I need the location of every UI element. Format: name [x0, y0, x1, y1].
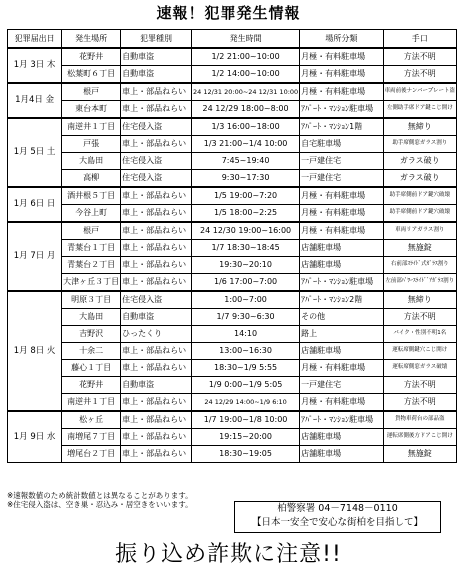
time-cell: 13:00~16:30 — [191, 343, 299, 360]
table-row — [8, 153, 457, 170]
table-row — [8, 257, 457, 274]
place-type-cell: 月極・有料駐車場 — [300, 360, 383, 377]
location-cell: 十余二 — [62, 343, 121, 360]
police-phone: 04－7148－0110 — [318, 503, 398, 514]
method-cell: 運転席側窓ガラス破壊 — [383, 360, 456, 377]
place-type-cell: 月極・有料駐車場 — [300, 48, 383, 66]
place-type-cell: ｱﾊﾟｰﾄ・ﾏﾝｼｮﾝ2階 — [300, 291, 383, 309]
table-row — [8, 377, 457, 394]
location-cell: 南逆井１丁目 — [62, 394, 121, 412]
crime-type-cell: 住宅侵入盗 — [121, 170, 192, 188]
table-row — [8, 309, 457, 326]
time-cell: 1/7 18:30~18:45 — [191, 240, 299, 257]
police-info — [235, 502, 440, 516]
crime-type-cell: ひったくり — [121, 326, 192, 343]
table-row — [8, 291, 457, 309]
crime-type-cell: 車上・部品ねらい — [121, 83, 192, 101]
crime-type-cell: 車上・部品ねらい — [121, 429, 192, 446]
place-type-cell: ｱﾊﾟｰﾄ・ﾏﾝｼｮﾝ駐車場 — [300, 101, 383, 119]
table-row — [8, 394, 457, 412]
location-cell: 大島田 — [62, 153, 121, 170]
method-cell: 車両前後ナンバープレート盗 — [383, 83, 456, 101]
place-type-cell: 月極・有料駐車場 — [300, 205, 383, 223]
crime-type-cell: 車上・部品ねらい — [121, 274, 192, 292]
location-cell: 酒井根５丁目 — [62, 187, 121, 205]
location-cell: 南逆井１丁目 — [62, 118, 121, 136]
time-cell: 24 12/31 20:00~24 12/31 10:00 — [191, 83, 299, 101]
table-row — [8, 136, 457, 153]
method-cell: 無施錠 — [383, 240, 456, 257]
report-date: 1月 3日 木 — [8, 48, 62, 83]
table-row — [8, 48, 457, 66]
time-cell: 1/7 9:30~6:30 — [191, 309, 299, 326]
page-title: 速報！犯罪発生情報 — [156, 4, 301, 22]
location-cell: 戸張 — [62, 136, 121, 153]
time-cell: 1/5 19:00~7:20 — [191, 187, 299, 205]
place-type-cell: 店舗駐車場 — [300, 240, 383, 257]
crime-type-cell: 車上・部品ねらい — [121, 446, 192, 463]
police-contact-box — [234, 501, 441, 533]
time-cell: 9:30~17:30 — [191, 170, 299, 188]
footnotes — [7, 491, 193, 509]
crime-type-cell: 住宅侵入盗 — [121, 153, 192, 170]
scam-warning: 振り込め詐欺に注意!! — [115, 542, 342, 567]
method-cell: ガラス破り — [383, 153, 456, 170]
header-place-type: 場所分類 — [300, 30, 383, 49]
table-row — [8, 274, 457, 292]
place-type-cell: 店舗駐車場 — [300, 343, 383, 360]
method-cell: ガラス破り — [383, 170, 456, 188]
place-type-cell: ｱﾊﾟｰﾄ・ﾏﾝｼｮﾝ1階 — [300, 118, 383, 136]
table-row — [8, 343, 457, 360]
crime-type-cell: 車上・部品ねらい — [121, 411, 192, 429]
place-type-cell: 一戸建住宅 — [300, 170, 383, 188]
table-row — [8, 360, 457, 377]
table-header-row — [8, 30, 457, 49]
time-cell: 19:15~20:00 — [191, 429, 299, 446]
time-cell: 1/2 21:00~10:00 — [191, 48, 299, 66]
method-cell: 右前部ｽﾗｲﾄﾞ式ｶﾞﾗｽ割り — [383, 257, 456, 274]
method-cell: 方法不明 — [383, 48, 456, 66]
report-date: 1月 9日 水 — [8, 411, 62, 463]
location-cell: 根戸 — [62, 222, 121, 240]
crime-type-cell: 車上・部品ねらい — [121, 240, 192, 257]
location-cell: 青葉台２丁目 — [62, 257, 121, 274]
location-cell: 南増尾７丁目 — [62, 429, 121, 446]
time-cell: 18:30~19:05 — [191, 446, 299, 463]
report-date: 1月4日 金 — [8, 83, 62, 118]
place-type-cell: 月極・有料駐車場 — [300, 394, 383, 412]
method-cell: バイク・性別不明1名 — [383, 326, 456, 343]
footnote: ※住宅侵入盗は、空き巣・忍込み・居空きをいいます。 — [7, 500, 193, 509]
location-cell: 吉野沢 — [62, 326, 121, 343]
crime-type-cell: 車上・部品ねらい — [121, 205, 192, 223]
crime-type-cell: 車上・部品ねらい — [121, 136, 192, 153]
method-cell: 助手席側前ドア鍵穴破壊 — [383, 205, 456, 223]
table-row — [8, 411, 457, 429]
table-row — [8, 222, 457, 240]
place-type-cell: その他 — [300, 309, 383, 326]
method-cell: 方法不明 — [383, 66, 456, 84]
header-location: 発生場所 — [62, 30, 121, 49]
method-cell: 助手席側窓ガラス割り — [383, 136, 456, 153]
table-row — [8, 240, 457, 257]
time-cell: 7:45~19:40 — [191, 153, 299, 170]
crime-type-cell: 自動車盗 — [121, 377, 192, 394]
police-station-name: 柏警察署 — [277, 503, 316, 514]
time-cell: 18:30~1/9 5:55 — [191, 360, 299, 377]
time-cell: 1/2 14:00~10:00 — [191, 66, 299, 84]
method-cell: 無締り — [383, 118, 456, 136]
location-cell: 花野井 — [62, 48, 121, 66]
place-type-cell: ｱﾊﾟｰﾄ・ﾏﾝｼｮﾝ駐車場 — [300, 274, 383, 292]
time-cell: 14:10 — [191, 326, 299, 343]
time-cell: 19:30~20:10 — [191, 257, 299, 274]
place-type-cell: 一戸建住宅 — [300, 377, 383, 394]
location-cell: 東台本町 — [62, 101, 121, 119]
place-type-cell: 月極・有料駐車場 — [300, 83, 383, 101]
place-type-cell: 店舗駐車場 — [300, 429, 383, 446]
report-date: 1月 5日 土 — [8, 118, 62, 187]
table-row — [8, 101, 457, 119]
time-cell: 1/3 16:00~18:00 — [191, 118, 299, 136]
header-date: 犯罪届出日 — [8, 30, 62, 49]
table-row — [8, 429, 457, 446]
location-cell: 松ヶ丘 — [62, 411, 121, 429]
location-cell: 大津ヶ丘３丁目 — [62, 274, 121, 292]
report-date: 1月 7日 月 — [8, 222, 62, 291]
table-row — [8, 326, 457, 343]
method-cell: 方法不明 — [383, 309, 456, 326]
place-type-cell: ｱﾊﾟｰﾄ・ﾏﾝｼｮﾝ駐車場 — [300, 411, 383, 429]
table-row — [8, 205, 457, 223]
crime-table — [7, 29, 457, 463]
time-cell: 24 12/29 14:00~1/9 6:10 — [191, 394, 299, 412]
method-cell: 運転席側後方ドアこじ開け — [383, 429, 456, 446]
police-slogan: 【日本一安全で安心な街柏を目指して】 — [251, 517, 423, 528]
time-cell: 1/7 19:00~1/8 10:00 — [191, 411, 299, 429]
time-cell: 24 12/29 18:00~8:00 — [191, 101, 299, 119]
crime-type-cell: 住宅侵入盗 — [121, 291, 192, 309]
method-cell: 無施錠 — [383, 446, 456, 463]
method-cell: 方法不明 — [383, 377, 456, 394]
table-row — [8, 66, 457, 84]
time-cell: 1/6 17:00~7:00 — [191, 274, 299, 292]
header-crime-type: 犯罪種別 — [121, 30, 192, 49]
location-cell: 高柳 — [62, 170, 121, 188]
location-cell: 藤心１丁目 — [62, 360, 121, 377]
location-cell: 青葉台１丁目 — [62, 240, 121, 257]
method-cell: 左前部ﾊﾟﾜｰｽﾗｲﾄﾞﾞｱｶﾞﾗｽ割り — [383, 274, 456, 292]
header-method: 手口 — [383, 30, 456, 49]
method-cell: 方法不明 — [383, 394, 456, 412]
crime-type-cell: 車上・部品ねらい — [121, 257, 192, 274]
time-cell: 24 12/30 19:00~16:00 — [191, 222, 299, 240]
header-time: 発生時間 — [191, 30, 299, 49]
table-row — [8, 83, 457, 101]
location-cell: 明原３丁目 — [62, 291, 121, 309]
crime-type-cell: 車上・部品ねらい — [121, 101, 192, 119]
table-row — [8, 118, 457, 136]
location-cell: 増尾台２丁目 — [62, 446, 121, 463]
method-cell: 貨物車荷台の部品盗 — [383, 411, 456, 429]
table-row — [8, 187, 457, 205]
location-cell: 花野井 — [62, 377, 121, 394]
location-cell: 今谷上町 — [62, 205, 121, 223]
method-cell: 無締り — [383, 291, 456, 309]
crime-type-cell: 車上・部品ねらい — [121, 394, 192, 412]
time-cell: 1/9 0:00~1/9 5:05 — [191, 377, 299, 394]
report-date: 1月 6日 日 — [8, 187, 62, 222]
place-type-cell: 路上 — [300, 326, 383, 343]
place-type-cell: 店舗駐車場 — [300, 446, 383, 463]
crime-type-cell: 車上・部品ねらい — [121, 343, 192, 360]
method-cell: 車両リアガラス割り — [383, 222, 456, 240]
table-row — [8, 170, 457, 188]
crime-type-cell: 車上・部品ねらい — [121, 360, 192, 377]
crime-type-cell: 自動車盗 — [121, 309, 192, 326]
time-cell: 1/3 21:00~1/4 10:00 — [191, 136, 299, 153]
crime-type-cell: 車上・部品ねらい — [121, 222, 192, 240]
place-type-cell: 月極・有料駐車場 — [300, 187, 383, 205]
footnote: ※速報数値のため統計数値とは異なることがあります。 — [7, 491, 193, 500]
method-cell: 運転席側鍵穴こじ開け — [383, 343, 456, 360]
report-date: 1月 8日 火 — [8, 291, 62, 411]
place-type-cell: 自宅駐車場 — [300, 136, 383, 153]
crime-type-cell: 自動車盗 — [121, 48, 192, 66]
time-cell: 1/5 18:00~2:25 — [191, 205, 299, 223]
location-cell: 根戸 — [62, 83, 121, 101]
crime-type-cell: 自動車盗 — [121, 66, 192, 84]
table-row — [8, 446, 457, 463]
method-cell: 左側助手席ドア鍵こじ開け — [383, 101, 456, 119]
location-cell: 大島田 — [62, 309, 121, 326]
crime-type-cell: 車上・部品ねらい — [121, 187, 192, 205]
location-cell: 松葉町６丁目 — [62, 66, 121, 84]
place-type-cell: 月極・有料駐車場 — [300, 222, 383, 240]
crime-type-cell: 住宅侵入盗 — [121, 118, 192, 136]
place-type-cell: 月極・有料駐車場 — [300, 66, 383, 84]
table-body — [8, 48, 457, 463]
place-type-cell: 店舗駐車場 — [300, 257, 383, 274]
place-type-cell: 一戸建住宅 — [300, 153, 383, 170]
method-cell: 助手席側前ドア鍵穴破壊 — [383, 187, 456, 205]
time-cell: 1:00~7:00 — [191, 291, 299, 309]
